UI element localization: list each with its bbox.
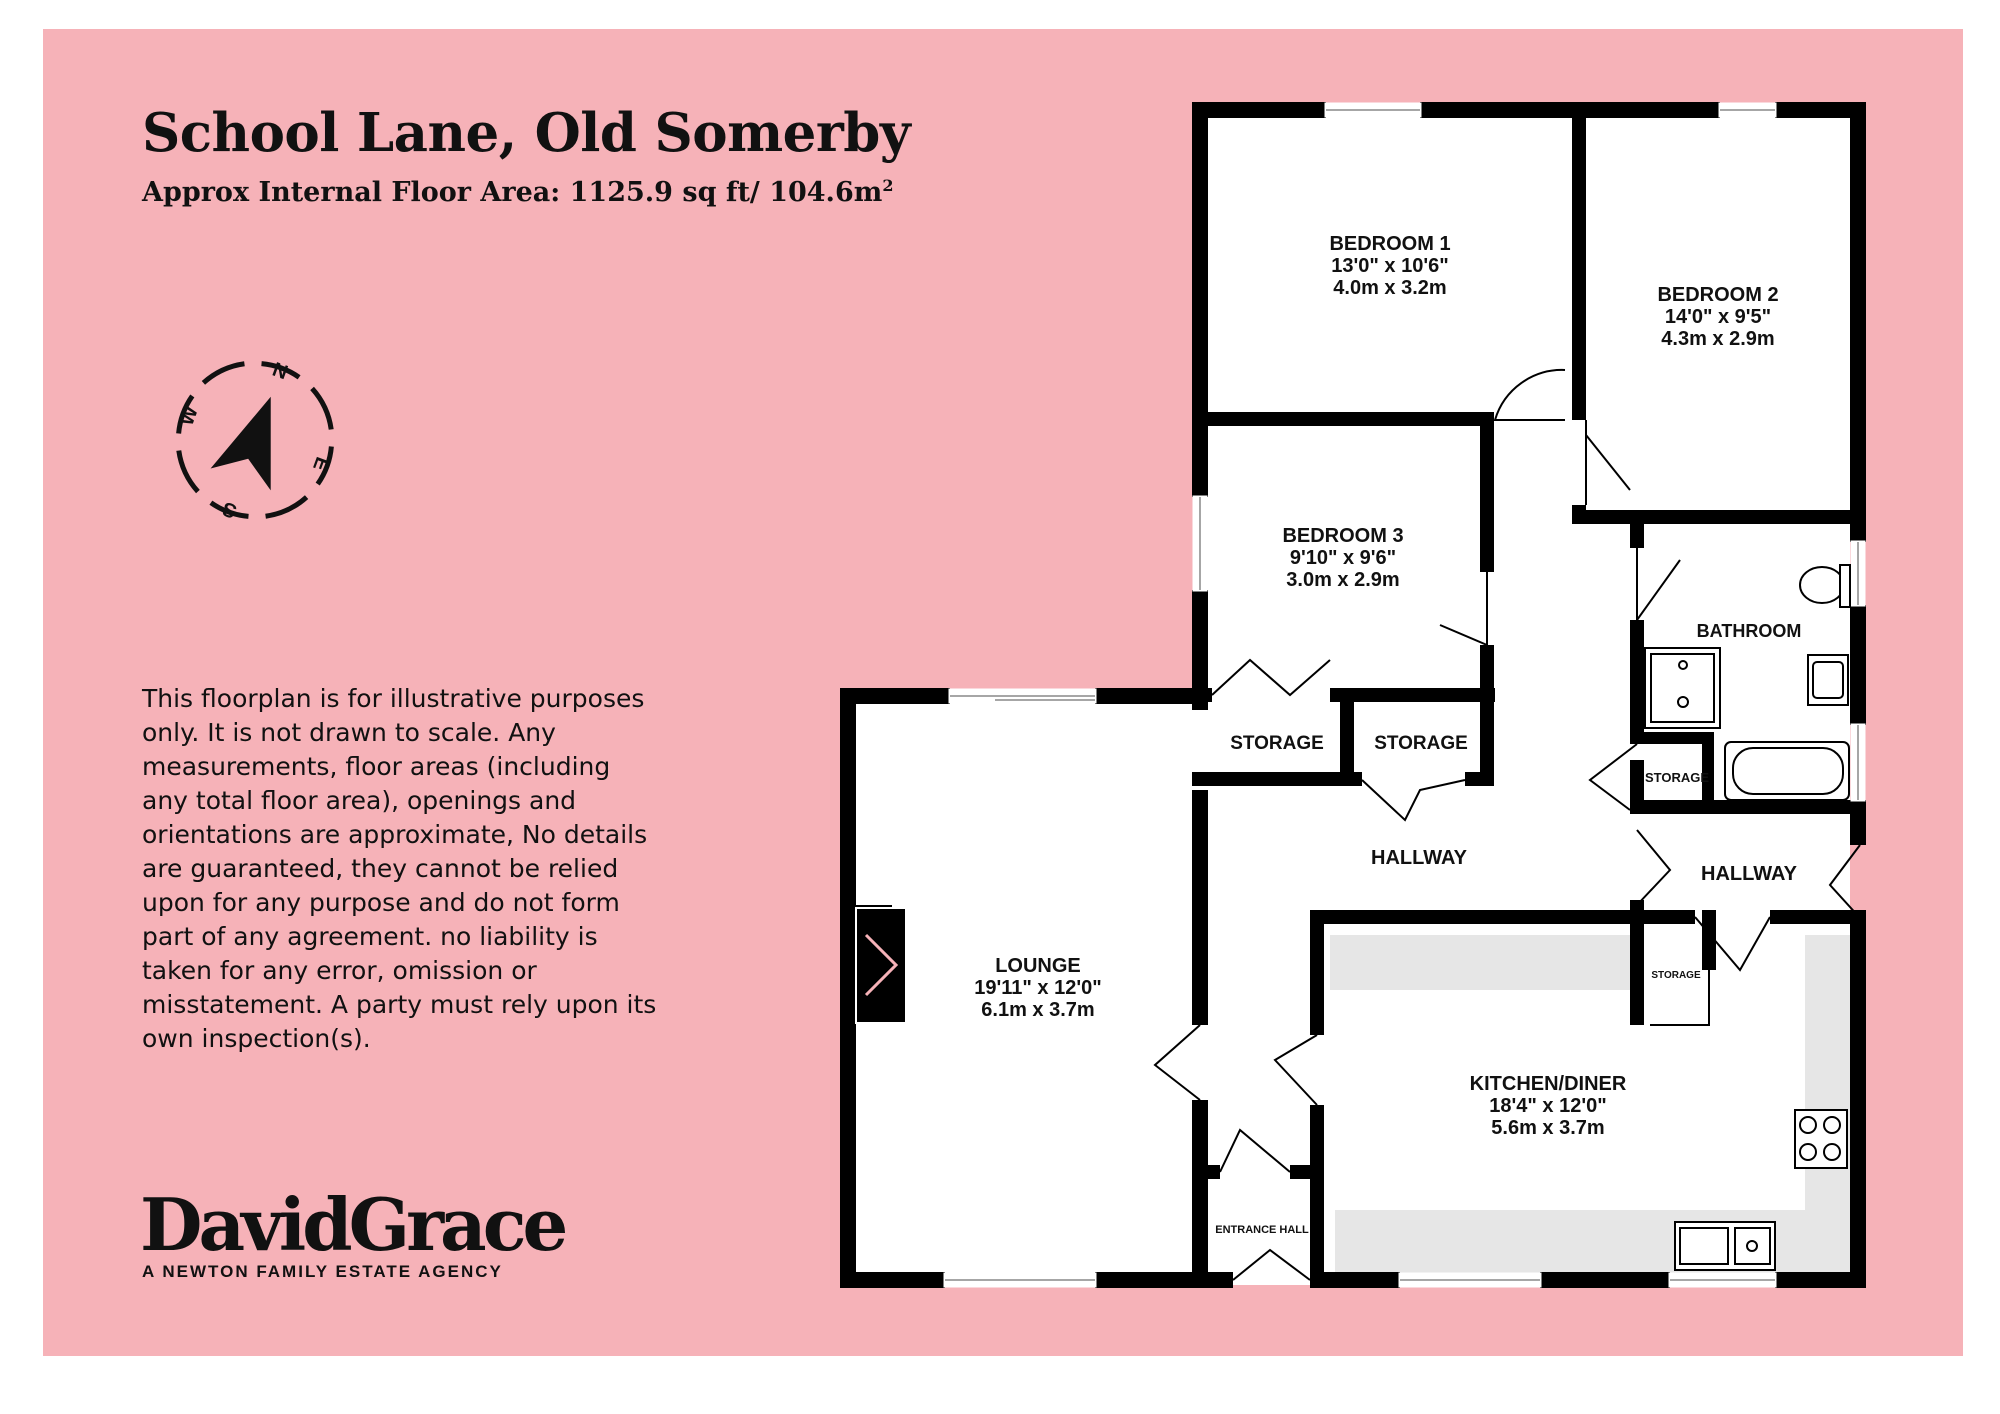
wall — [840, 688, 856, 1288]
wall — [1192, 412, 1492, 426]
hob-ring-icon — [1800, 1117, 1816, 1133]
wall — [1465, 772, 1494, 786]
brand-logo: DavidGrace — [140, 1182, 565, 1267]
storage1-name: STORAGE — [1230, 733, 1324, 754]
wall — [1770, 910, 1866, 924]
bathroom-name: BATHROOM — [1696, 621, 1802, 641]
wall — [1775, 1272, 1866, 1288]
wall — [1310, 910, 1324, 1035]
compass-s: S — [219, 496, 240, 523]
worktop-top — [1330, 935, 1630, 990]
compass-e: E — [308, 453, 334, 474]
compass-n: N — [269, 358, 291, 385]
wall — [1420, 102, 1720, 118]
wall — [1572, 102, 1586, 420]
wall — [1192, 1165, 1220, 1179]
hob-ring-icon — [1824, 1117, 1840, 1133]
wall — [1630, 732, 1710, 744]
property-title: School Lane, Old Somerby — [142, 102, 911, 164]
wall — [840, 688, 950, 704]
wall — [1480, 695, 1494, 785]
storage4-name: STORAGE — [1651, 970, 1701, 981]
floor-area-text: Approx Internal Floor Area: 1125.9 sq ft/ 104.6m — [142, 177, 883, 208]
lounge-metric: 6.1m x 3.7m — [981, 999, 1095, 1021]
compass-w: W — [175, 403, 203, 429]
toilet-bowl-icon — [1800, 567, 1844, 603]
hallway1-name: HALLWAY — [1371, 847, 1467, 869]
kitchen-imperial: 18'4" x 12'0" — [1489, 1095, 1607, 1117]
floor-area-superscript: 2 — [882, 176, 894, 195]
lounge-imperial: 19'11" x 12'0" — [974, 977, 1102, 999]
bedroom3-metric: 3.0m x 2.9m — [1286, 569, 1400, 591]
wall — [1310, 1105, 1324, 1288]
wall — [1095, 688, 1208, 704]
bedroom2-name: BEDROOM 2 — [1657, 284, 1779, 306]
entrance-hall-name: ENTRANCE HALL — [1215, 1224, 1309, 1236]
shower-tray-icon — [1645, 648, 1720, 728]
bedroom1-imperial: 13'0" x 10'6" — [1331, 255, 1449, 277]
kitchen-name: KITCHEN/DINER — [1469, 1073, 1627, 1095]
hallway2-name: HALLWAY — [1701, 863, 1797, 885]
brand-tagline: A NEWTON FAMILY ESTATE AGENCY — [142, 1262, 503, 1281]
wall — [1192, 1100, 1208, 1288]
worktop-right — [1805, 935, 1850, 1280]
wall — [1540, 1272, 1670, 1288]
wall — [1354, 772, 1362, 786]
wall — [1340, 695, 1354, 785]
bedroom3-imperial: 9'10" x 9'6" — [1289, 547, 1397, 569]
shower-head-icon — [1678, 697, 1688, 707]
wall — [1192, 102, 1326, 118]
storage3-name: STORAGE — [1644, 770, 1710, 785]
wall — [1192, 790, 1208, 1025]
kitchen-metric: 5.6m x 3.7m — [1491, 1117, 1605, 1139]
wall — [840, 1272, 945, 1288]
storage2-name: STORAGE — [1374, 733, 1468, 754]
wall — [1192, 688, 1212, 702]
wall — [1192, 772, 1354, 786]
disclaimer-text: This floorplan is for illustrative purposes only. It is not drawn to scale. Any measurements, floor areas (including any total floor area), openings and orientations are approximate, No details are guaranteed, they cannot be relied upon for any purpose and do not form part of any agreement. no liability is taken for any error, omission or misstatement. A party must rely upon its own inspection(s). — [142, 684, 657, 1053]
wall — [1330, 688, 1495, 702]
wall — [1572, 510, 1852, 524]
wall — [1480, 412, 1494, 572]
wall — [1850, 605, 1866, 725]
wall — [1850, 918, 1866, 1288]
lounge-name: LOUNGE — [995, 955, 1081, 977]
wall — [1630, 620, 1644, 740]
wall — [1192, 102, 1208, 497]
wall — [1095, 1272, 1233, 1288]
wall — [1630, 520, 1644, 548]
hob-ring-icon — [1824, 1144, 1840, 1160]
wall — [1630, 800, 1865, 814]
wall — [1630, 910, 1644, 1025]
toilet-cistern-icon — [1840, 565, 1850, 607]
kitchen-sink-icon — [1675, 1222, 1775, 1270]
bedroom2-metric: 4.3m x 2.9m — [1661, 328, 1775, 350]
bedroom3-name: BEDROOM 3 — [1282, 525, 1404, 547]
shower-drain-icon — [1679, 661, 1687, 669]
hob-ring-icon — [1800, 1144, 1816, 1160]
bedroom1-metric: 4.0m x 3.2m — [1333, 277, 1447, 299]
wall — [1630, 760, 1644, 814]
wall — [1850, 102, 1866, 542]
wall — [1290, 1165, 1324, 1179]
bedroom2-imperial: 14'0" x 9'5" — [1664, 306, 1772, 328]
kitchen-sink-drain-icon — [1747, 1241, 1757, 1251]
fireplace-icon — [856, 908, 906, 1023]
fireplace-hearth — [856, 908, 906, 1023]
bedroom1-name: BEDROOM 1 — [1329, 233, 1451, 255]
